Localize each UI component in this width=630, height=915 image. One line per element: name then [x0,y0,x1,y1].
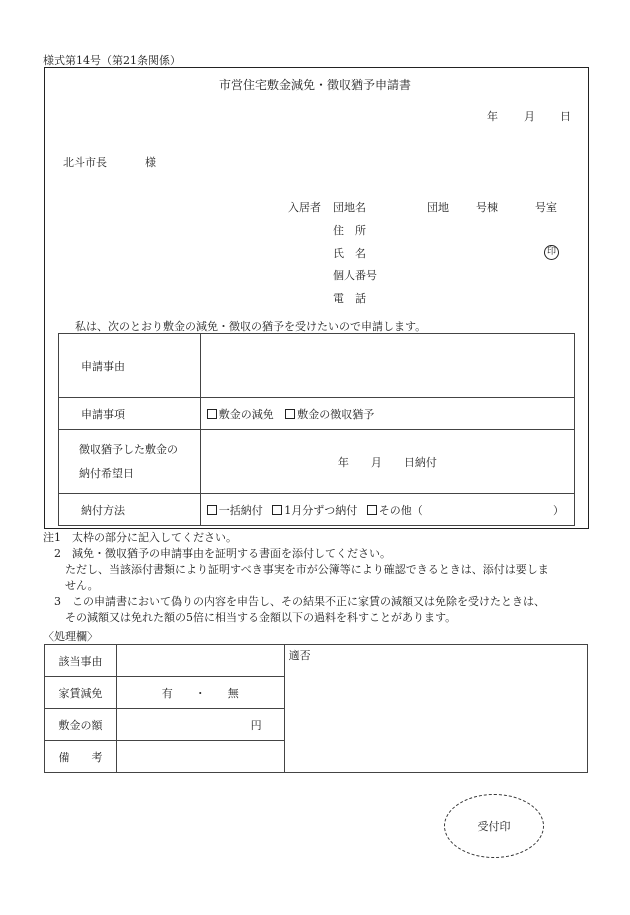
checkbox-icon[interactable] [207,505,217,515]
processing-section-label: 〈処理欄〉 [43,630,98,643]
method-other-close: ） [553,503,564,517]
checkbox-icon[interactable] [285,409,295,419]
notes [43,530,549,626]
approval-cell[interactable] [284,645,587,773]
method-label-cell [59,494,201,526]
room-suffix: 号室 [535,201,557,214]
complex-name-label: 団地名 [333,201,366,214]
method-row [59,494,575,526]
application-table [58,333,575,526]
due-date-value: 年 月 日納付 [337,455,437,469]
addressee: 北斗市長 [63,156,107,169]
remarks-input[interactable] [116,741,284,773]
checkbox-icon[interactable] [207,409,217,419]
rent-reduction-label: 家賃減免 [45,677,117,709]
matter-label-cell [59,398,201,430]
method-label: 納付方法 [81,503,125,517]
date-year: 年 [487,110,498,123]
date-day: 日 [560,110,571,123]
due-label-cell [59,430,201,494]
individual-number-label: 個人番号 [333,269,377,282]
date-month: 月 [524,110,535,123]
matter-options [200,398,574,430]
approval-label: 適否 [288,649,311,662]
seal-icon: 印 [544,245,559,260]
due-date-input[interactable] [200,430,574,494]
note-line: 3 この申請書において偽りの内容を申告し、その結果不正に家賃の減額又は免除を受けたときは、 [43,595,545,608]
reason-label-cell [59,334,201,398]
due-label-line1: 徴収猶予した敷金の [79,442,178,456]
processing-reason-label: 該当事由 [45,645,117,677]
building-suffix: 号棟 [476,201,498,214]
checkbox-icon[interactable] [272,505,282,515]
phone-label: 電 話 [333,292,366,305]
note-line: その減額又は免れた額の5倍に相当する金額以下の過料を科すことがあります。 [43,611,457,624]
address-label: 住 所 [333,224,366,237]
yen-unit: 円 [250,718,262,732]
deposit-amount-input[interactable] [116,709,284,741]
seal-mark [544,244,559,260]
reason-input[interactable] [200,334,574,398]
due-date-row [59,430,575,494]
remarks-label: 備 考 [45,741,117,773]
form-number: 様式第14号（第21条関係） [43,54,181,67]
note-line: 2 減免・徴収猶予の申請事由を証明する書面を添付してください。 [43,547,391,560]
receipt-stamp-area [444,794,544,858]
statement: 私は、次のとおり敷金の減免・徴収の猶予を受けたいので申請します。 [75,320,427,333]
checkbox-icon[interactable] [367,505,377,515]
method-option-monthly[interactable]: 1月分ずつ納付 [272,504,357,517]
name-label: 氏 名 [333,247,366,260]
complex-suffix: 団地 [427,201,449,214]
rent-reduction-value[interactable]: 有 ・ 無 [116,677,284,709]
matter-label: 申請事項 [81,407,125,421]
receipt-stamp-label: 受付印 [477,820,511,833]
reason-label: 申請事由 [81,359,125,373]
processing-table [44,644,588,773]
form-title: 市営住宅敷金減免・徴収猶予申請書 [218,78,411,92]
matter-row [59,398,575,430]
note-line: ただし、当該添付書類により証明すべき事実を市が公簿等により確認できるときは、添付は要しま [43,563,549,576]
deposit-amount-label: 敷金の額 [45,709,117,741]
method-option-other[interactable]: その他（ [367,504,423,517]
note-line: 注1 太枠の部分に記入してください。 [43,531,237,544]
matter-option-exemption[interactable]: 敷金の減免 [207,408,274,421]
matter-option-deferral[interactable]: 敷金の徴収猶予 [285,408,374,421]
honorific: 様 [145,156,156,169]
method-option-lump[interactable]: 一括納付 [207,504,263,517]
note-line: せん。 [43,579,99,592]
processing-reason-input[interactable] [116,645,284,677]
reason-row [59,334,575,398]
resident-label: 入居者 [288,201,321,214]
method-options [200,494,574,526]
due-label-line2: 納付希望日 [79,466,134,480]
